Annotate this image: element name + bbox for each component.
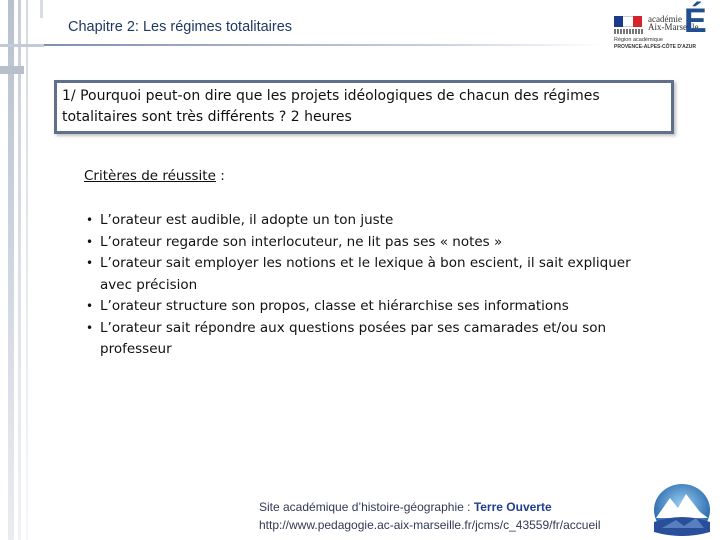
left-decor-bar xyxy=(26,0,28,540)
logo-e-letter: É xyxy=(684,2,707,40)
logo-region-name: PROVENCE-ALPES-CÔTE D'AZUR xyxy=(614,44,697,50)
list-item: • L’orateur structure son propos, classe et hiérarchise ses informations xyxy=(84,296,644,318)
academie-logo xyxy=(612,4,712,52)
logo-academie-text: académie Aix-Marseille xyxy=(648,14,699,32)
footer-url-link[interactable]: http://www.pedagogie.ac-aix-marseille.fr/jcms/c_43559/fr/accueil xyxy=(259,518,601,532)
left-decor-bar xyxy=(18,0,21,540)
footer-site-prefix: Site académique d’histoire-géographie : xyxy=(259,500,474,514)
top-decor-bar xyxy=(40,0,43,18)
criteria-heading-label: Critères de réussite xyxy=(84,168,216,184)
left-decor-rule xyxy=(0,44,44,47)
question-text: 1/ Pourquoi peut-on dire que les projets idéologiques de chacun des régimes totalitaires sont très différents ? 2 heures xyxy=(62,88,600,125)
terre-ouverte-logo-icon xyxy=(650,482,714,538)
question-box xyxy=(54,80,674,134)
list-item: • L’orateur regarde son interlocuteur, ne lit pas ses « notes » xyxy=(84,232,644,254)
republique-text-icon xyxy=(614,29,644,34)
left-decor-block xyxy=(0,66,24,74)
list-item: • L’orateur sait employer les notions et le lexique à bon escient, il sait expliquer avec précision xyxy=(84,253,644,296)
criteria-list xyxy=(84,210,644,361)
title-underline xyxy=(44,44,604,46)
logo-region-label: Région académique xyxy=(614,37,663,43)
footer-site-name[interactable]: Terre Ouverte xyxy=(473,500,552,514)
footer xyxy=(259,498,600,534)
criteria-heading-colon: : xyxy=(215,168,225,184)
footer-site-line xyxy=(259,498,600,516)
french-flag-icon xyxy=(614,16,642,27)
list-item: • L’orateur sait répondre aux questions posées par ses camarades et/ou son professeur xyxy=(84,318,644,361)
criteria-heading xyxy=(84,168,225,184)
slide-title: Chapitre 2: Les régimes totalitaires xyxy=(68,19,293,35)
list-item: • L’orateur est audible, il adopte un ton juste xyxy=(84,210,644,232)
left-decor-bar xyxy=(8,0,14,540)
